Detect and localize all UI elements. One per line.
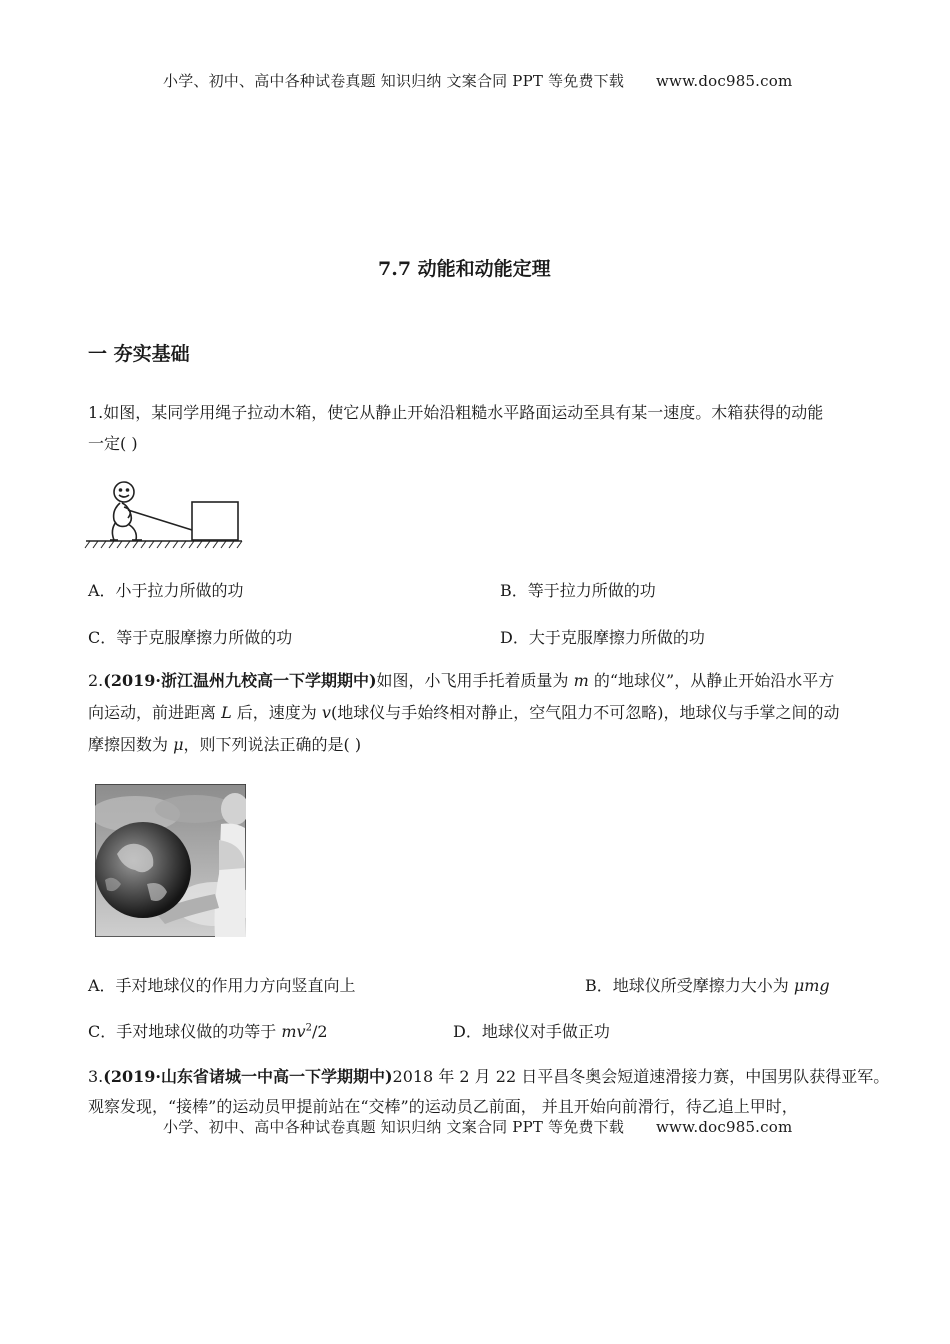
q2-line-3 xyxy=(88,734,361,756)
footer-url[interactable]: www.doc985.com xyxy=(656,1118,793,1136)
q2-option-c xyxy=(88,1019,328,1042)
q2-option-a: A．手对地球仪的作用力方向竖直向上 xyxy=(88,976,356,995)
q2-text-1a: 如图，小飞用手托着质量为 xyxy=(376,671,574,690)
q3-text-1: 2018 年 2 月 22 日平昌冬奥会短道速滑接力赛，中国男队获得亚军。 xyxy=(392,1067,890,1086)
q2-line-1 xyxy=(88,670,834,692)
q3-source: (2019·山东省诸城一中高一下学期期中) xyxy=(103,1067,393,1086)
header-url[interactable]: www.doc985.com xyxy=(656,72,793,90)
q1-line-2: 一定( ) xyxy=(88,434,138,453)
q2-option-d: D．地球仪对手做正功 xyxy=(453,1022,610,1041)
q3-number: 3. xyxy=(88,1067,104,1086)
header-text: 小学、初中、高中各种试卷真题 知识归纳 文案合同 PPT 等免费下载 xyxy=(163,72,625,90)
q1-option-b: B．等于拉力所做的功 xyxy=(500,581,656,600)
q3-line-1 xyxy=(88,1066,889,1088)
q1-option-c: C．等于克服摩擦力所做的功 xyxy=(88,628,293,647)
q1-figure-person-pulling-box xyxy=(84,474,250,550)
q2-text-3b: ，则下列说法正确的是( ) xyxy=(183,735,362,754)
q2-text-2a: 向运动，前进距离 xyxy=(88,703,222,722)
q1-option-d: D．大于克服摩擦力所做的功 xyxy=(500,628,705,647)
q2-figure-child-holding-globe xyxy=(95,784,246,937)
q2-var-m: m xyxy=(573,671,589,690)
q3-line-2: 观察发现，“接棒”的运动员甲提前站在“交棒”的运动员乙前面， 并且开始向前滑行，待乙追上甲时， xyxy=(88,1097,798,1116)
q2-source: (2019·浙江温州九校高一下学期期中) xyxy=(103,671,377,690)
q2-option-b-formula: μmg xyxy=(793,976,830,995)
q2-option-b-text: B．地球仪所受摩擦力大小为 xyxy=(585,976,794,995)
q2-var-mu: μ xyxy=(173,735,184,754)
q2-text-3a: 摩擦因数为 xyxy=(88,735,174,754)
page-title: 7.7 动能和动能定理 xyxy=(378,258,551,280)
q2-line-2 xyxy=(88,702,839,724)
q2-option-c-formula: mv xyxy=(281,1022,306,1041)
q2-var-v: v xyxy=(321,703,331,722)
footer-text: 小学、初中、高中各种试卷真题 知识归纳 文案合同 PPT 等免费下载 xyxy=(163,1118,625,1136)
q1-line-1: 1.如图，某同学用绳子拉动木箱，使它从静止开始沿粗糙水平路面运动至具有某一速度。木箱获得的动能 xyxy=(88,403,824,422)
q2-text-2b: 后，速度为 xyxy=(231,703,322,722)
q2-number: 2. xyxy=(88,671,104,690)
q2-var-L: L xyxy=(221,703,232,722)
q2-option-c-post: /2 xyxy=(311,1022,328,1041)
page-footer xyxy=(163,1116,792,1137)
q2-option-c-exponent: 2 xyxy=(305,1022,312,1034)
page-header xyxy=(163,70,792,91)
q2-text-1b: 的“地球仪”，从静止开始沿水平方 xyxy=(588,671,835,690)
section-heading: 一 夯实基础 xyxy=(88,343,190,365)
q2-option-b xyxy=(585,973,830,996)
q2-text-2c: (地球仪与手始终相对静止，空气阻力不可忽略)，地球仪与手掌之间的动 xyxy=(330,703,840,722)
q1-option-a: A．小于拉力所做的功 xyxy=(88,581,244,600)
q2-option-c-text: C．手对地球仪做的功等于 xyxy=(88,1022,282,1041)
